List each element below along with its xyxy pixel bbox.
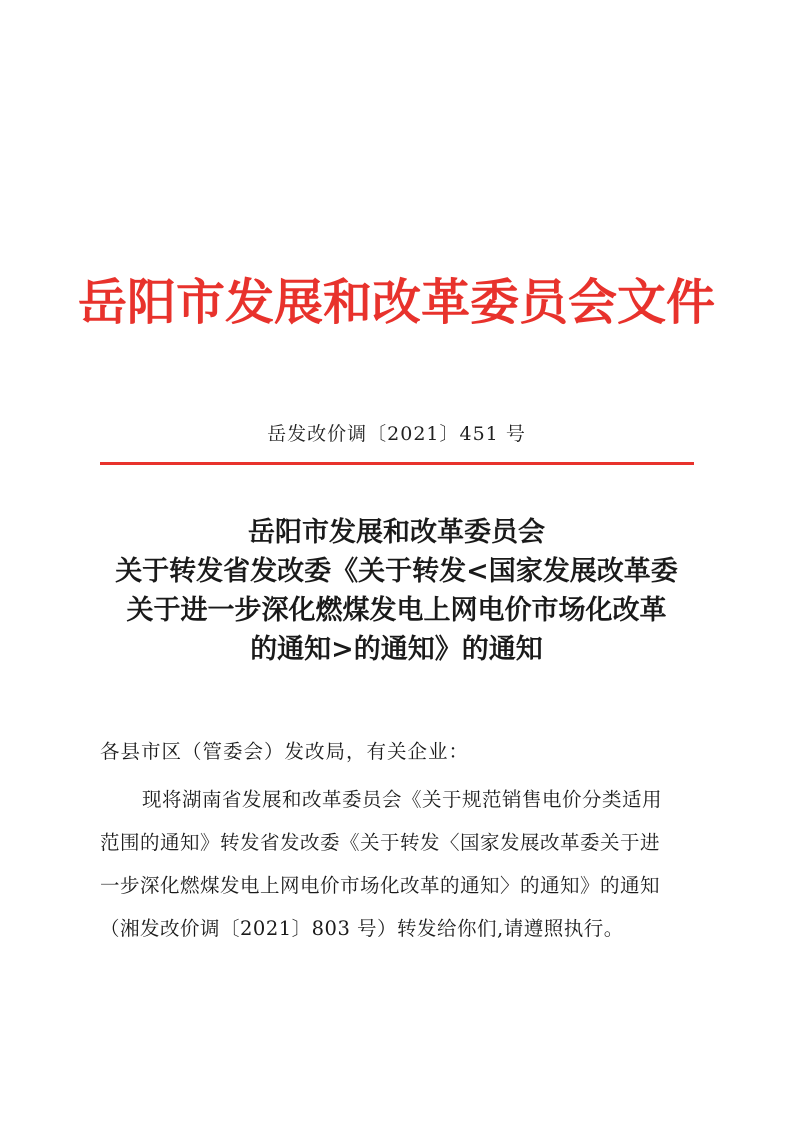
- title-line: 关于进一步深化燃煤发电上网电价市场化改革: [126, 595, 667, 626]
- salutation: 各县市区（管委会）发改局，有关企业：: [100, 740, 470, 763]
- body-line: （湘发改价调〔2021〕803 号）转发给你们,请遵照执行。: [100, 917, 624, 940]
- masthead-title: 岳阳市发展和改革委员会文件: [77, 273, 715, 331]
- title-line: 关于转发省发改委《关于转发<国家发展改革委: [115, 556, 678, 587]
- document-number: 岳发改价调〔2021〕451 号: [267, 423, 526, 445]
- body-line: 一步深化燃煤发电上网电价市场化改革的通知〉的通知》的通知: [100, 874, 661, 897]
- title-line: 岳阳市发展和改革委员会: [248, 517, 545, 548]
- title-line: 的通知>的通知》的通知: [250, 634, 543, 665]
- red-divider-line: [100, 462, 694, 465]
- body-line: 现将湖南省发展和改革委员会《关于规范销售电价分类适用: [142, 788, 663, 811]
- body-line: 范围的通知》转发省发改委《关于转发〈国家发展改革委关于进: [100, 831, 661, 854]
- body-paragraph: [100, 778, 700, 950]
- notice-title: [0, 513, 793, 669]
